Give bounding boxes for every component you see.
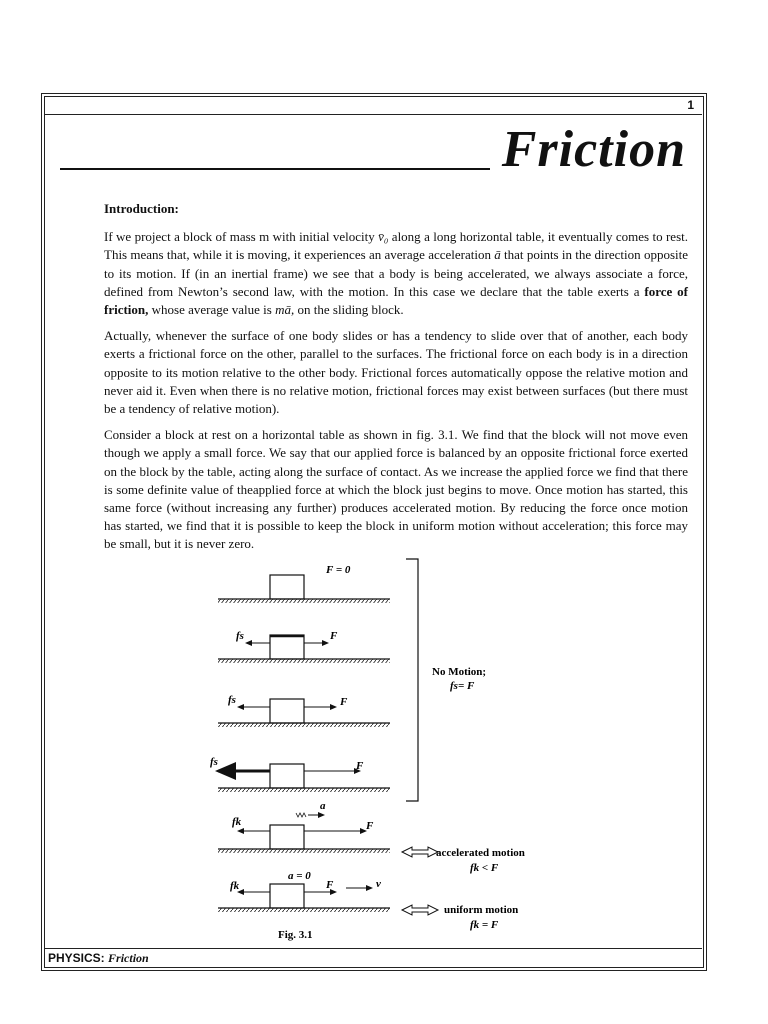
label-f-4: F — [356, 760, 364, 772]
label-fs-4: fs — [210, 756, 218, 768]
footer-bar — [44, 948, 702, 967]
section-heading: Introduction: — [104, 201, 179, 216]
no-motion-label: No Motion; — [432, 666, 487, 678]
diagram-row-3 — [218, 694, 390, 727]
label-fs-2: fs — [236, 630, 244, 642]
paragraph-2: Actually, whenever the surface of one body slides or has a tendency to slide over that of another, each body exerts a frictional force on the other, parallel to the surfaces. The frictional force on each body is in a direction opposite to its motion relative to the other body. Frictional forces automatically oppose the relative motion and never aid it. Even when there is no relative motion, frictional forces may exist between surfaces (but there must be a tendency of relative motion). — [104, 328, 688, 417]
diagram-row-2 — [218, 630, 390, 663]
diagram-row-6 — [218, 870, 518, 931]
page-number: 1 — [687, 98, 694, 112]
title-rule — [60, 168, 490, 170]
no-motion-bracket — [406, 559, 486, 801]
diagram-row-4 — [210, 756, 390, 792]
label-fk-5: fk — [232, 816, 242, 828]
header-bar — [44, 96, 702, 115]
accelerated-label: accelerated motion — [436, 847, 525, 859]
label-f-2: F — [330, 630, 338, 642]
figure-caption: Fig. 3.1 — [278, 929, 313, 941]
label-f-zero: F = 0 — [326, 564, 351, 576]
label-f-5: F — [366, 820, 374, 832]
label-v: v — [376, 878, 381, 890]
label-fk-6: fk — [230, 880, 240, 892]
fk-equals-f: fk = F — [470, 919, 499, 931]
fs-equals-f: fs= F — [450, 680, 475, 692]
label-a: a — [320, 800, 326, 812]
fk-less-than-f: fk < F — [470, 862, 499, 874]
label-f-3: F — [340, 696, 348, 708]
label-a-zero: a = 0 — [288, 870, 311, 882]
figure-3-1 — [200, 555, 560, 947]
uniform-label: uniform motion — [444, 904, 519, 916]
body-text — [104, 200, 688, 562]
diagram-row-5 — [218, 800, 525, 874]
page-title: Friction — [501, 121, 686, 178]
label-f-6: F — [326, 879, 334, 891]
paragraph-3: Consider a block at rest on a horizontal table as shown in fig. 3.1. We find that the block will not move even though we apply a small force. We say that our applied force is balanced by an opposite frictional force exerted on the block by the table, acting along the surface of contact. As we increase the applied force we find that there is some definite value of theapplied force at which the block just begins to move. Once motion has started, this same force (without increasing any further) produces accelerated motion. By reducing the force once motion has started, we find that it is possible to keep the block in uniform motion without acceleration; this force may be small, but it is never zero. — [104, 427, 688, 552]
paragraph-1: If we project a block of mass m with initial velocity v̄₀ along a long horizontal table, it eventually comes to rest. This means that, while it is moving, it experiences an average acceleration ā that points in the direction opposite to its motion. If (in an inertial frame) we see that a body is being accelerated, we always associate a force, defined from Newton’s second law, with the motion. In this case we declare that the table exerts a force of friction, whose average value is mā, on the sliding block. — [104, 229, 689, 318]
footer-label: PHYSICS: Friction — [48, 951, 149, 965]
diagram-row-1 — [218, 564, 390, 603]
label-fs-3: fs — [228, 694, 236, 706]
